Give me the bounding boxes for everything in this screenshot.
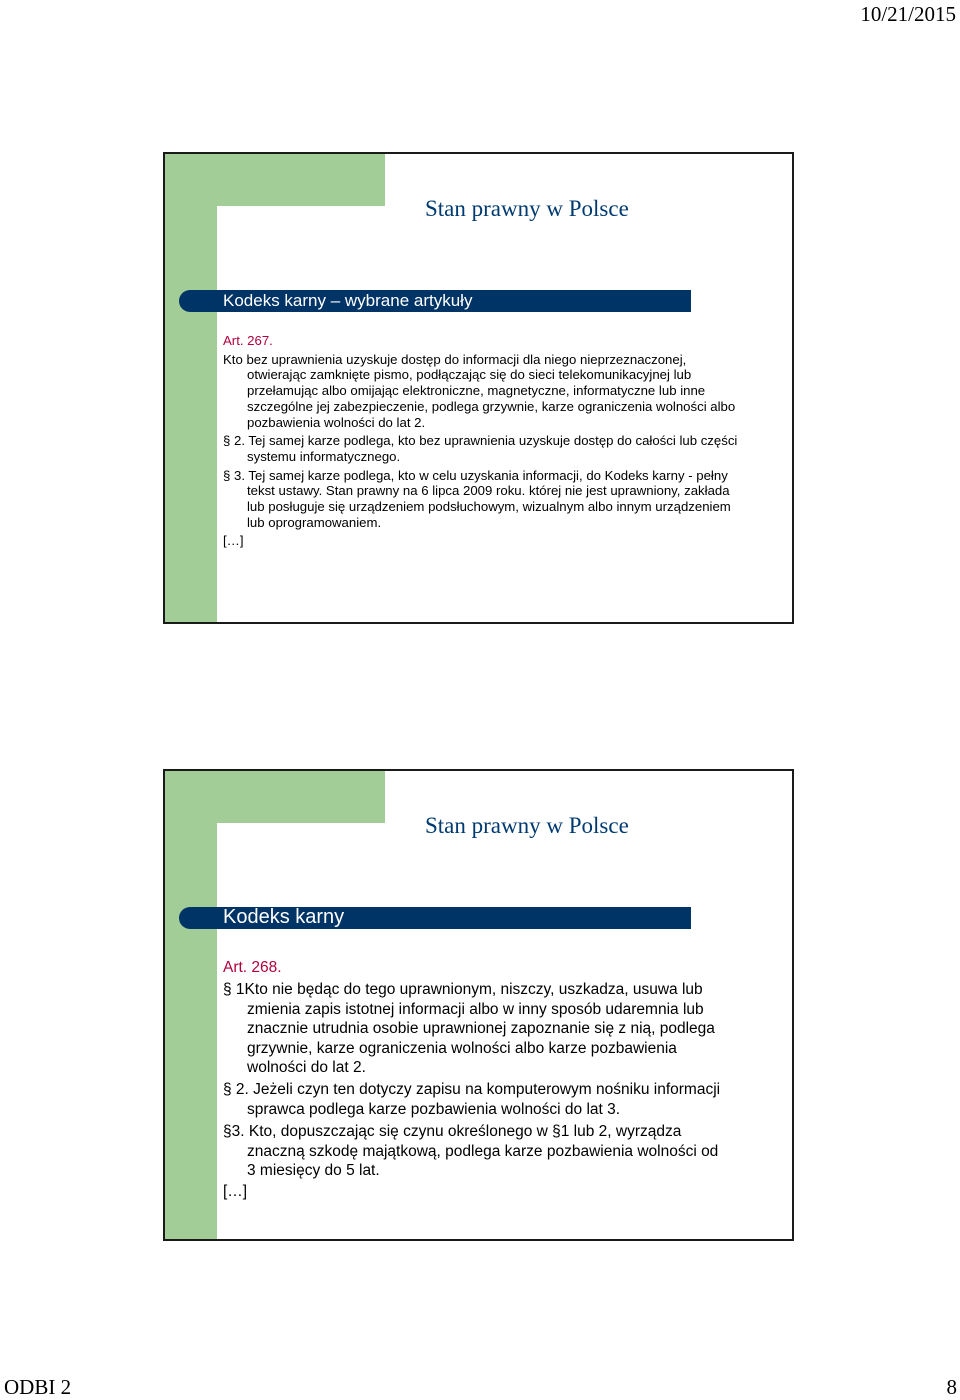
- ellipsis: […]: [223, 1183, 248, 1201]
- article-paragraph: § 1Kto nie będąc do tego uprawnionym, niszczy, uszkadza, usuwa lub zmienia zapis istotnej informacji albo w inny sposób udaremnia lub znacznie utrudnia osobie uprawnionej zapoznanie się z nią, podlega grzywnie, karze ograniczenia wolności albo karze pozbawienia wolności do lat 2.: [223, 981, 715, 1077]
- article-paragraph: §3. Kto, dopuszczając się czynu określonego w §1 lub 2, wyrządza znaczną szkodę majątkową, podlega karze pozbawienia wolności od 3 miesięcy do 5 lat.: [223, 1123, 719, 1180]
- article-paragraph: § 2. Jeżeli czyn ten dotyczy zapisu na komputerowym nośniku informacji sprawca podlega karze pozbawienia wolności do lat 3.: [223, 1081, 721, 1118]
- slide-accent-block: [165, 771, 385, 823]
- page-date: 10/21/2015: [860, 2, 956, 26]
- article-paragraph: § 3. Tej samej karze podlega, kto w celu uzyskania informacji, do Kodeks karny - pełny tekst ustawy. Stan prawny na 6 lipca 2009 roku. której nie jest uprawniony, zakłada lub posługuje się urządzeniem podsłuchowym, wizualnym albo innym urządzeniem lub oprogramowaniem.: [223, 467, 731, 530]
- slide-title: Stan prawny w Polsce: [425, 813, 629, 838]
- banner-text: Kodeks karny – wybrane artykuły: [223, 291, 473, 310]
- article-paragraph: § 2. Tej samej karze podlega, kto bez uprawnienia uzyskuje dostęp do całości lub części systemu informatycznego.: [223, 433, 738, 464]
- slide-accent-bar: [165, 771, 217, 1239]
- slide-title: Stan prawny w Polsce: [425, 196, 629, 221]
- slide-accent-bar: [165, 154, 217, 622]
- slide-2: [163, 769, 794, 1241]
- banner-text: Kodeks karny: [223, 906, 345, 928]
- footer-page-number: 8: [946, 1375, 957, 1399]
- slide-banner: [179, 290, 691, 312]
- slide-accent-block: [165, 154, 385, 206]
- slide-body: [223, 333, 739, 549]
- footer-course-label: ODBI 2: [4, 1375, 72, 1399]
- article-heading: Art. 268.: [223, 959, 282, 976]
- slide-1: [163, 152, 794, 624]
- ellipsis: […]: [223, 533, 244, 549]
- slide-banner: [179, 907, 691, 929]
- slide-body: [223, 958, 723, 1202]
- article-paragraph: Kto bez uprawnienia uzyskuje dostęp do informacji dla niego nieprzeznaczonej, otwierając zamknięte pismo, podłączając się do sieci telekomunikacyjnej lub przełamując albo omijając elektroniczne, magnetyczne, informatyczne lub inne szczególne jej zabezpieczenie, podlega grzywnie, karze ograniczenia wolności albo pozbawienia wolności do lat 2.: [223, 351, 736, 430]
- article-heading: Art. 267.: [223, 333, 273, 348]
